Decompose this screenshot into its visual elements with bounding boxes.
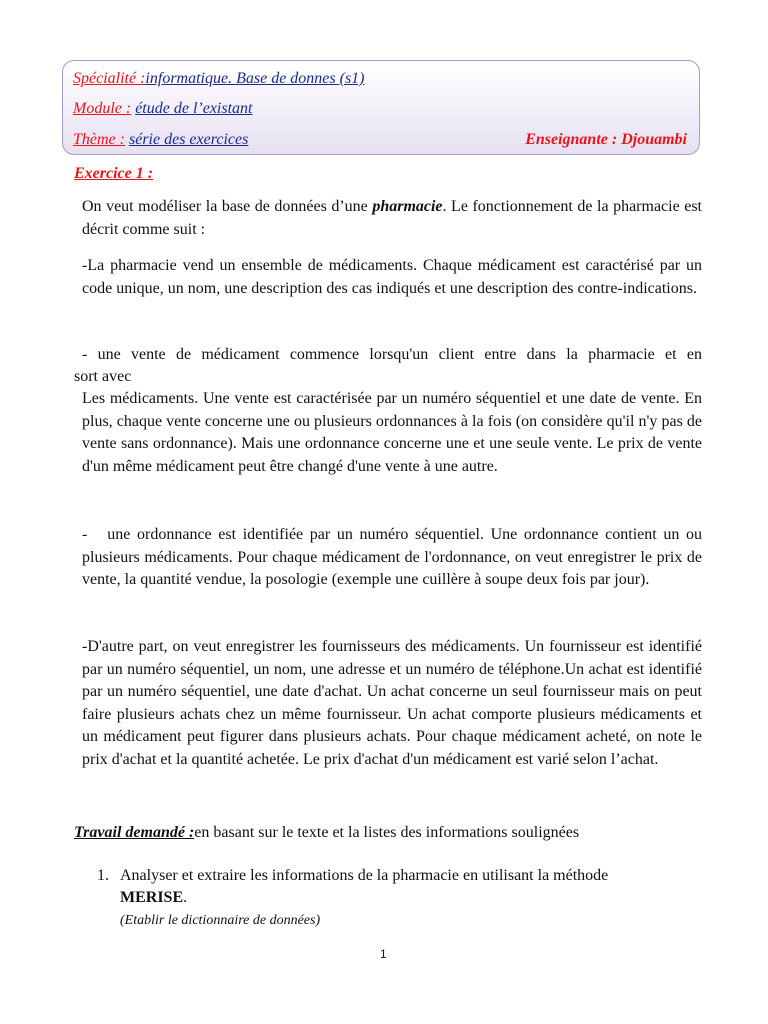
theme-line: [73, 130, 248, 150]
paragraph-vente-line2: sort avec: [74, 368, 132, 385]
intro-paragraph: [82, 196, 702, 241]
paragraph-ordonnance: - une ordonnance est identifiée par un numéro séquentiel. Une ordonnance contient un ou plusieurs médicaments. Pour chaque médicament de l'ordonnance, on veut enregistrer le prix de vente, la quantité vendue, la posologie (exemple une cuillère à soupe deux fois par jour).: [82, 526, 706, 588]
intro-before: On veut modéliser la base de données d’une: [82, 198, 373, 215]
travail-text: en basant sur le texte et la listes des informations soulignées: [194, 824, 580, 841]
paragraph-fournisseurs: -D'autre part, on veut enregistrer les fournisseurs des médicaments. Un fournisseur est identifié par un numéro séquentiel, un nom, une adresse et un numéro de téléphone.Un achat est identifié par un numéro séquentiel, une date d'achat. Un achat concerne un seul fournisseur mais on peut faire plusieurs achats chez un même fournisseur. Un achat comporte plusieurs médicaments et un médicament peut figurer dans plusieurs achats. Pour chaque médicament acheté, on note le prix d'achat et la quantité achetée. Le prix d'achat d'un médicament est varié selon l’achat.: [82, 638, 702, 768]
header-box: [62, 60, 700, 155]
theme-label: Thème :: [73, 131, 125, 148]
paragraph-vente: Les médicaments. Une vente est caractérisée par un numéro séquentiel et une date de vente. En plus, chaque vente concerne une ou plusieurs ordonnances à la fois (on considère qu'il n'y pas de vente sans ordonnance). Mais une ordonnance concerne une et une seule vente. Le prix de vente d'un même médicament peut être changé d'une vente à une autre.: [82, 390, 702, 475]
intro-after: . Le fonctionnement de la pharmacie est décrit comme suit :: [82, 198, 702, 238]
specialite-line: [73, 69, 365, 89]
paragraph-medicaments: -La pharmacie vend un ensemble de médicaments. Chaque médicament est caractérisé par un code unique, un nom, une description des cas indiqués et une description des contre-indications.: [82, 257, 702, 297]
intro-emphasis: pharmacie: [372, 198, 443, 215]
paragraph-vente-line1: - une vente de médicament commence lorsqu'un client entre dans la pharmacie et en: [82, 346, 702, 363]
task-method-suffix: .: [183, 889, 188, 906]
task-method-bold: MERISE: [120, 889, 184, 906]
task-text: Analyser et extraire les informations de la pharmacie en utilisant la méthode: [120, 867, 609, 884]
teacher-name: Enseignante : Djouambi: [525, 131, 687, 148]
travail-demande: [74, 822, 579, 844]
module-value: étude de l’existant: [135, 100, 253, 117]
specialite-value: informatique. Base de donnes (s1): [145, 70, 365, 87]
theme-value: série des exercices: [128, 131, 249, 148]
specialite-label: Spécialité :: [73, 70, 146, 87]
module-label: Module :: [73, 100, 132, 117]
module-line: [73, 99, 253, 119]
travail-label: Travail demandé :: [74, 824, 195, 841]
task-note: (Etablir le dictionnaire de données): [120, 913, 321, 928]
page-number: 1: [380, 947, 387, 961]
task-method: [120, 887, 187, 909]
task-number: 1.: [97, 867, 109, 884]
exercise-title: Exercice 1 :: [74, 165, 154, 182]
